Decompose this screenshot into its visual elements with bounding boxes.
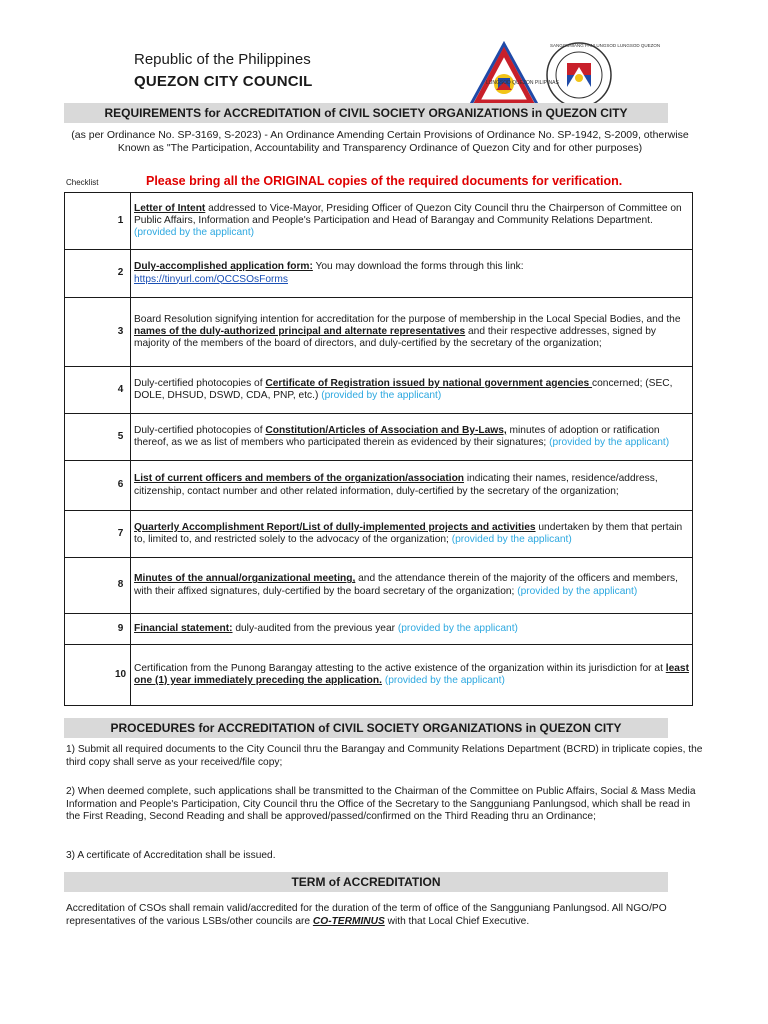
requirements-subtitle: (as per Ordinance No. SP-3169, S-2023) - An Ordinance Amending Certain Provisions of Ordinance No. SP-1942, S-2009, otherwise Known as "The Participation, Accountability and Transparency Ordinance of Quezon City and for other purposes) bbox=[71, 129, 689, 154]
checklist-cell[interactable] bbox=[65, 367, 112, 414]
requirement-number: 5 bbox=[111, 414, 131, 461]
requirement-bold: Certificate of Registration issued by national government agencies bbox=[265, 377, 593, 389]
sangguniang-panlungsod-seal-icon bbox=[547, 43, 611, 107]
requirement-bold: names of the duly-authorized principal and alternate representatives bbox=[134, 325, 466, 337]
procedure-step: 2) When deemed complete, such applications shall be transmitted to the Chairman of the Committee on Public Affairs, Social & Mass Media Information and People's Participation, City Council thru the Office of the Secretary to the Sangguniang Panlungsod, which shall be read in the First Reading, Second Reading and shall be approved/passed/confirmed on the Third Reading thru an Ordinance; bbox=[66, 786, 696, 822]
requirements-table bbox=[64, 192, 693, 706]
requirement-row bbox=[65, 461, 693, 511]
requirement-row bbox=[65, 558, 693, 614]
requirement-text bbox=[131, 645, 693, 706]
requirement-number: 8 bbox=[111, 558, 131, 614]
requirement-text bbox=[131, 250, 693, 298]
term-text bbox=[66, 903, 686, 928]
requirement-prov: (provided by the applicant) bbox=[384, 675, 505, 686]
requirement-bold: Duly-accomplished application form: bbox=[134, 261, 313, 273]
requirement-prov: (provided by the applicant) bbox=[517, 585, 638, 597]
term-text-pre: Accreditation of CSOs shall remain valid/accredited for the duration of the term of office of the Sangguniang Panlungsod. All NGO/PO representatives of the various LSBs/other councils are bbox=[66, 903, 667, 927]
requirement-text bbox=[131, 558, 693, 614]
requirement-text bbox=[131, 298, 693, 367]
requirement-pre: Duly-certified photocopies of bbox=[134, 424, 266, 436]
requirement-number: 9 bbox=[111, 614, 131, 645]
requirement-row bbox=[65, 645, 693, 706]
requirement-pre: Duly-certified photocopies of bbox=[134, 377, 266, 389]
requirement-text bbox=[131, 367, 693, 414]
requirement-row bbox=[65, 298, 693, 367]
requirement-number: 1 bbox=[111, 193, 131, 250]
term-title: TERM of ACCREDITATION bbox=[64, 872, 668, 892]
requirement-text: duly-audited from the previous year bbox=[232, 622, 398, 634]
requirement-text: addressed to Vice-Mayor, Presiding Officer of Quezon City Council thru the Chairperson of Committee on Public Affairs, Information and People's Participation and Head of Barangay and Community Relations Department. bbox=[134, 202, 682, 226]
requirement-text: indicating their names, residence/address, citizenship, contact number and other related information, duly-certified by the secretary of the organization; bbox=[134, 473, 658, 497]
seal1-text: LUNGSOD QUEZON PILIPINAS bbox=[486, 80, 559, 86]
requirement-row bbox=[65, 511, 693, 558]
requirement-bold: List of current officers and members of the organization/association bbox=[134, 473, 465, 485]
requirement-number: 4 bbox=[111, 367, 131, 414]
requirement-number: 2 bbox=[111, 250, 131, 298]
procedures-title: PROCEDURES for ACCREDITATION of CIVIL SOCIETY ORGANIZATIONS in QUEZON CITY bbox=[64, 718, 668, 738]
requirement-text bbox=[131, 511, 693, 558]
requirement-pre: Board Resolution signifying intention for accreditation for the purpose of membership in the Local Special Bodies, and the bbox=[134, 313, 681, 325]
requirement-text: minutes of adoption or ratification thereof, as we as list of members who participated therein as evidenced by their signatures; bbox=[134, 424, 660, 448]
requirement-text bbox=[131, 614, 693, 645]
requirement-row bbox=[65, 193, 693, 250]
requirement-number: 6 bbox=[111, 461, 131, 511]
header-republic: Republic of the Philippines bbox=[134, 51, 311, 68]
requirement-text bbox=[131, 193, 693, 250]
co-terminus: CO-TERMINUS bbox=[312, 915, 385, 927]
forms-link[interactable]: https://tinyurl.com/QCCSOsForms bbox=[134, 273, 288, 285]
requirement-bold: Minutes of the annual/organizational meeting, bbox=[134, 573, 356, 585]
requirement-text: and the attendance therein of the majority of the officers and members, with their affixed signatures, duly-certified by the board secretary of the organization; bbox=[134, 573, 678, 597]
checklist-cell[interactable] bbox=[65, 614, 112, 645]
checklist-cell[interactable] bbox=[65, 645, 112, 706]
checklist-cell[interactable] bbox=[65, 193, 112, 250]
requirement-bold: least one (1) year immediately preceding the application. bbox=[134, 662, 689, 686]
requirement-number: 7 bbox=[111, 511, 131, 558]
requirement-bold: Financial statement: bbox=[134, 622, 233, 634]
procedure-step: 1) Submit all required documents to the City Council thru the Barangay and Community Relations Department (BCRD) in triplicate copies, the third copy shall serve as your received/file copy; bbox=[66, 744, 703, 768]
original-copies-note: Please bring all the ORIGINAL copies of the required documents for verification. bbox=[146, 174, 623, 188]
requirement-text: and their respective addresses, signed by majority of the members of the board of directors, and duly-certified by the secretary of the organization; bbox=[134, 325, 657, 350]
requirement-prov: (provided by the applicant) bbox=[397, 622, 518, 634]
requirement-prov: (provided by the applicant) bbox=[451, 534, 572, 545]
requirement-number: 3 bbox=[111, 298, 131, 367]
requirement-row bbox=[65, 614, 693, 645]
procedure-step: 3) A certificate of Accreditation shall be issued. bbox=[66, 850, 276, 861]
requirement-prov: (provided by the applicant) bbox=[321, 390, 442, 401]
requirement-text: concerned; (SEC, DOLE, DHSUD, DSWD, CDA, PNP, etc.) bbox=[134, 377, 673, 401]
checklist-cell[interactable] bbox=[65, 250, 112, 298]
requirement-pre: Certification from the Punong Barangay attesting to the active existence of the organization within its jurisdiction for at bbox=[134, 662, 666, 674]
requirement-prov: (provided by the applicant) bbox=[549, 437, 670, 448]
requirement-number: 10 bbox=[111, 645, 131, 706]
requirement-text: undertaken by them that pertain to, limited to, and restricted solely to the advocacy of the organization; bbox=[134, 521, 683, 545]
requirement-text bbox=[131, 414, 693, 461]
header-council: QUEZON CITY COUNCIL bbox=[134, 73, 313, 90]
quezon-city-seal-icon bbox=[470, 44, 538, 106]
requirement-row bbox=[65, 414, 693, 461]
requirements-title: REQUIREMENTS for ACCREDITATION of CIVIL SOCIETY ORGANIZATIONS in QUEZON CITY bbox=[64, 103, 668, 123]
requirement-row bbox=[65, 367, 693, 414]
term-text-post: with that Local Chief Executive. bbox=[384, 915, 530, 927]
checklist-cell[interactable] bbox=[65, 511, 112, 558]
checklist-cell[interactable] bbox=[65, 461, 112, 511]
requirement-bold: Letter of Intent bbox=[134, 202, 206, 214]
requirement-bold: Quarterly Accomplishment Report/List of dully-implemented projects and activities bbox=[134, 521, 536, 533]
checklist-cell[interactable] bbox=[65, 298, 112, 367]
requirement-text: You may download the forms through this link: bbox=[312, 261, 524, 273]
seal2-text: SANGGUNIANG PANLUNGSOD LUNGSOD QUEZON bbox=[550, 43, 661, 48]
seals bbox=[466, 40, 661, 110]
requirement-row bbox=[65, 250, 693, 298]
requirement-text bbox=[131, 461, 693, 511]
requirement-bold: Constitution/Articles of Association and By-Laws, bbox=[265, 424, 507, 436]
requirement-prov: (provided by the applicant) bbox=[134, 227, 255, 239]
checklist-cell[interactable] bbox=[65, 414, 112, 461]
checklist-cell[interactable] bbox=[65, 558, 112, 614]
checklist-label: Checklist bbox=[66, 178, 99, 187]
